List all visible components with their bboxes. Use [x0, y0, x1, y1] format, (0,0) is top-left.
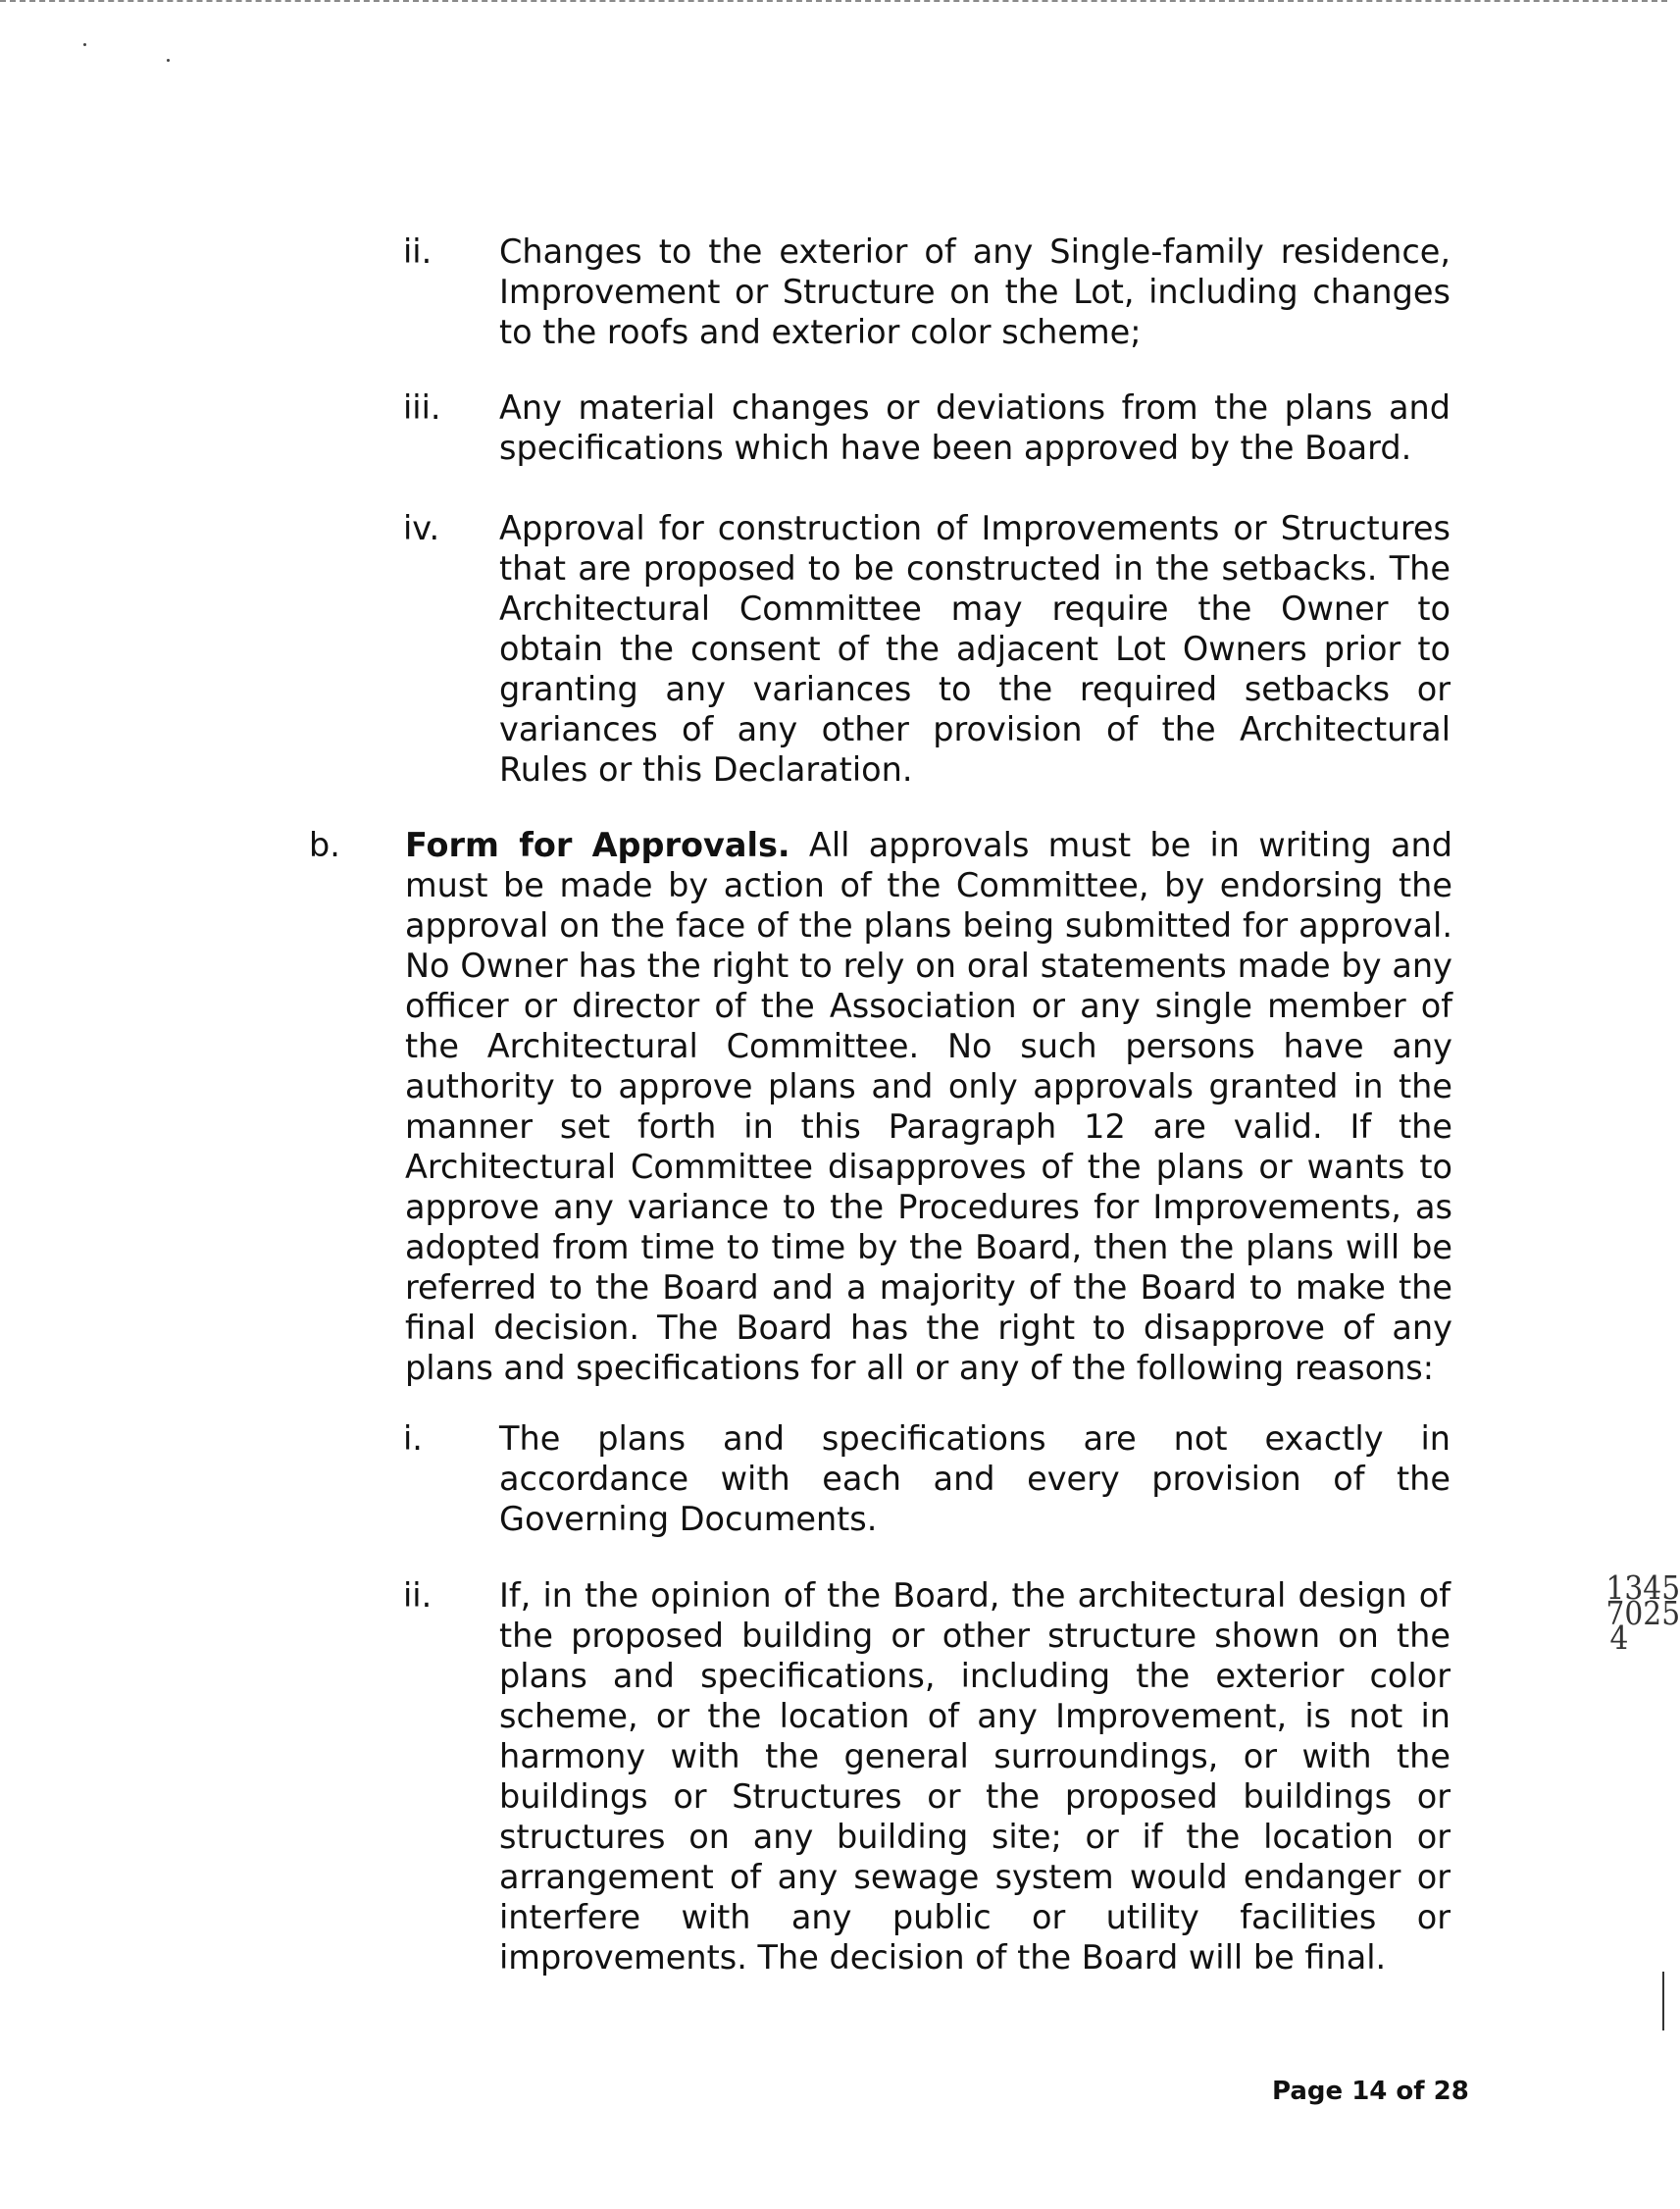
- clause-text: Approval for construction of Improvements or Structures that are proposed to be constructed in the setbacks. The Architectural Committee may require the Owner to obtain the consent of the adjacent Lot Owners prior to granting any variances to the required setbacks or variances of any other provision of the Architectural Rules or this Declaration.: [499, 509, 1451, 789]
- clause-text: Changes to the exterior of any Single-family residence, Improvement or Structure on the Lot, including changes to the roofs and exterior color scheme;: [499, 232, 1451, 351]
- clause-text: Any material changes or deviations from the plans and specifications which have been approved by the Board.: [499, 388, 1451, 467]
- reason-marker: ii.: [403, 1576, 433, 1615]
- reason-text: If, in the opinion of the Board, the architectural design of the proposed building or other structure shown on the plans and specifications, including the exterior color scheme, or the location of any Improvement, is not in harmony with the general surroundings, or with the buildings or Structures or the proposed buildings or structures on any building site; or if the location or arrangement of any sewage system would endanger or interfere with any public or utility facilities or improvements. The decision of the Board will be final.: [499, 1576, 1451, 1977]
- clause-marker: iv.: [403, 509, 440, 547]
- clause-marker: ii.: [403, 232, 433, 271]
- section-heading: Form for Approvals.: [405, 826, 790, 864]
- section-b-paragraph: [405, 825, 1452, 1388]
- section-b-text: All approvals must be in writing and must be made by action of the Committee, by endorsing the approval on the face of the plans being submitted for approval. No Owner has the right to rely on oral statements made by any officer or director of the Association or any single member of the Architectural Committee. No such persons have any authority to approve plans and only approvals granted in the manner set forth in this Paragraph 12 are valid. If the Architectural Committee disapproves of the plans or wants to approve any variance to the Procedures for Improvements, as adopted from time to time by the Board, then the plans will be referred to the Board and a majority of the Board to make the final decision. The Board has the right to disapprove of any plans and specifications for all or any of the following reasons:: [405, 826, 1452, 1387]
- scan-speck: [167, 59, 170, 62]
- scan-speck: [83, 43, 86, 46]
- clause-marker: iii.: [403, 388, 441, 427]
- margin-line: [1662, 1972, 1664, 2030]
- page-number: Page 14 of 28: [1272, 2077, 1469, 2106]
- reason-marker: i.: [403, 1419, 423, 1458]
- margin-stamp-text: 1345 7025 4: [1605, 1568, 1680, 1657]
- section-marker: b.: [309, 826, 340, 864]
- top-border-rule: [0, 0, 1667, 2]
- margin-stamp: [1605, 1568, 1680, 1657]
- reason-text: The plans and specifications are not exactly in accordance with each and every provision of the Governing Documents.: [499, 1419, 1451, 1538]
